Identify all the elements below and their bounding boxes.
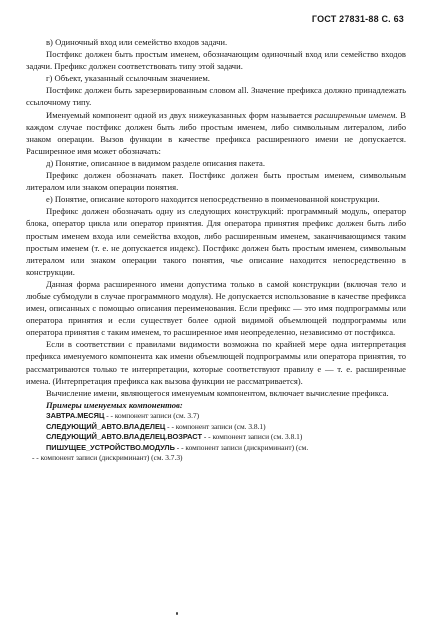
paragraph-expanded-name bbox=[26, 109, 406, 157]
paragraph: Префикс должен обозначать одну из следующих конструкций: программный модуль, оператор блока, оператор цикла или оператор принятия. Для оператора принятия префикс должен быть либо простым именем входа или семейства входов, либо расширенным именем, заканчивающимся таким простым именем (т. е. не допускается индекс). Постфикс должен быть простым именем, символьным литералом или знаком операции такого понятия, чье описание находится непосредственно в конструкции. bbox=[26, 206, 406, 277]
example-desc: - - компонент записи (см. 3.7) bbox=[106, 410, 200, 420]
example-desc: - - компонент записи (дискриминант) (см. 3.7.3) bbox=[32, 453, 183, 463]
paragraph: Данная форма расширенного имени допустима только в самой конструкции (включая тело и любые субмодули в случае программного модуля). Не допускается использование в качестве префикса имен, описанных с помощью описания переименования. Если префикс — это имя подпрограммы или оператора принятия и если существует более одной видимой объемлющей подпрограммы или оператора принятия с таким именем, то расширенное имя неопределенно, независимо от постфикса. bbox=[26, 278, 406, 338]
paragraph: Постфикс должен быть зарезервированным словом all. Значение префикса должно принадлежать ссылочному типу. bbox=[26, 85, 406, 108]
example-item-continued bbox=[26, 453, 406, 464]
page-header: ГОСТ 27831-88 С. 63 bbox=[311, 14, 404, 24]
examples-list bbox=[26, 411, 406, 464]
text-before: Именуемый компонент одной из двух нижеуказанных форм называется bbox=[46, 109, 315, 120]
paragraph: Вычисление имени, являющегося именуемым компонентом, включает вычисление префикса. bbox=[46, 387, 389, 398]
example-item bbox=[26, 443, 406, 454]
paragraph: Если в соответствии с правилами видимости возможна по крайней мере одна интерпретация префикса именуемого компонента как имени объемлющей подпрограммы или оператора принятия, то рассматриваются только те интерпретации, которые соответствуют правилу е — т. е. расширенные имена. (Интерпретация префикса как вызова функции не рассматривается). bbox=[26, 339, 406, 386]
example-item bbox=[26, 432, 406, 443]
paragraph: г) Объект, указанный ссылочным значением. bbox=[46, 73, 210, 84]
paragraph: д) Понятие, описанное в видимом разделе описания пакета. bbox=[46, 157, 266, 168]
example-desc: - - компонент записи (дискриминант) (см. bbox=[176, 442, 309, 452]
paragraph: Префикс должен обозначать пакет. Постфикс должен быть простым именем, символьным литералом или знаком операции понятия. bbox=[26, 170, 406, 193]
example-desc: - - компонент записи (см. 3.8.1) bbox=[203, 432, 303, 442]
text-after: В каждом случае постфикс должен быть либо простым именем, либо символьным литералом, либо знаком операции. Вызов функции в качестве префикса расширенного имени не допускается. Расширенное имя может обозначать: bbox=[26, 109, 406, 156]
paragraph: Постфикс должен быть простым именем, обозначающим одиночный вход или семейство входов задачи. Префикс должен соответствовать типу этой задачи. bbox=[26, 49, 406, 72]
example-item bbox=[26, 422, 406, 433]
example-name: СЛЕДУЮЩИЙ_АВТО.ВЛАДЕЛЕЦ.ВОЗРАСТ bbox=[46, 432, 202, 442]
page-body bbox=[26, 36, 406, 464]
example-desc: - - компонент записи (см. 3.8.1) bbox=[167, 421, 266, 431]
examples-title: Примеры именуемых компонентов: bbox=[46, 399, 183, 410]
paragraph: в) Одиночный вход или семейство входов задачи. bbox=[46, 37, 228, 47]
example-name: ПИШУЩЕЕ_УСТРОЙСТВО.МОДУЛЬ bbox=[46, 442, 175, 452]
paragraph: е) Понятие, описание которого находится непосредственно в поименованной конструкции. bbox=[46, 194, 380, 205]
term-expanded-name: расширенным именем. bbox=[314, 109, 398, 120]
example-item bbox=[26, 411, 406, 422]
print-mark bbox=[176, 612, 178, 615]
example-name: СЛЕДУЮЩИЙ_АВТО.ВЛАДЕЛЕЦ bbox=[46, 421, 166, 431]
example-name: ЗАВТРА.МЕСЯЦ bbox=[46, 410, 105, 420]
